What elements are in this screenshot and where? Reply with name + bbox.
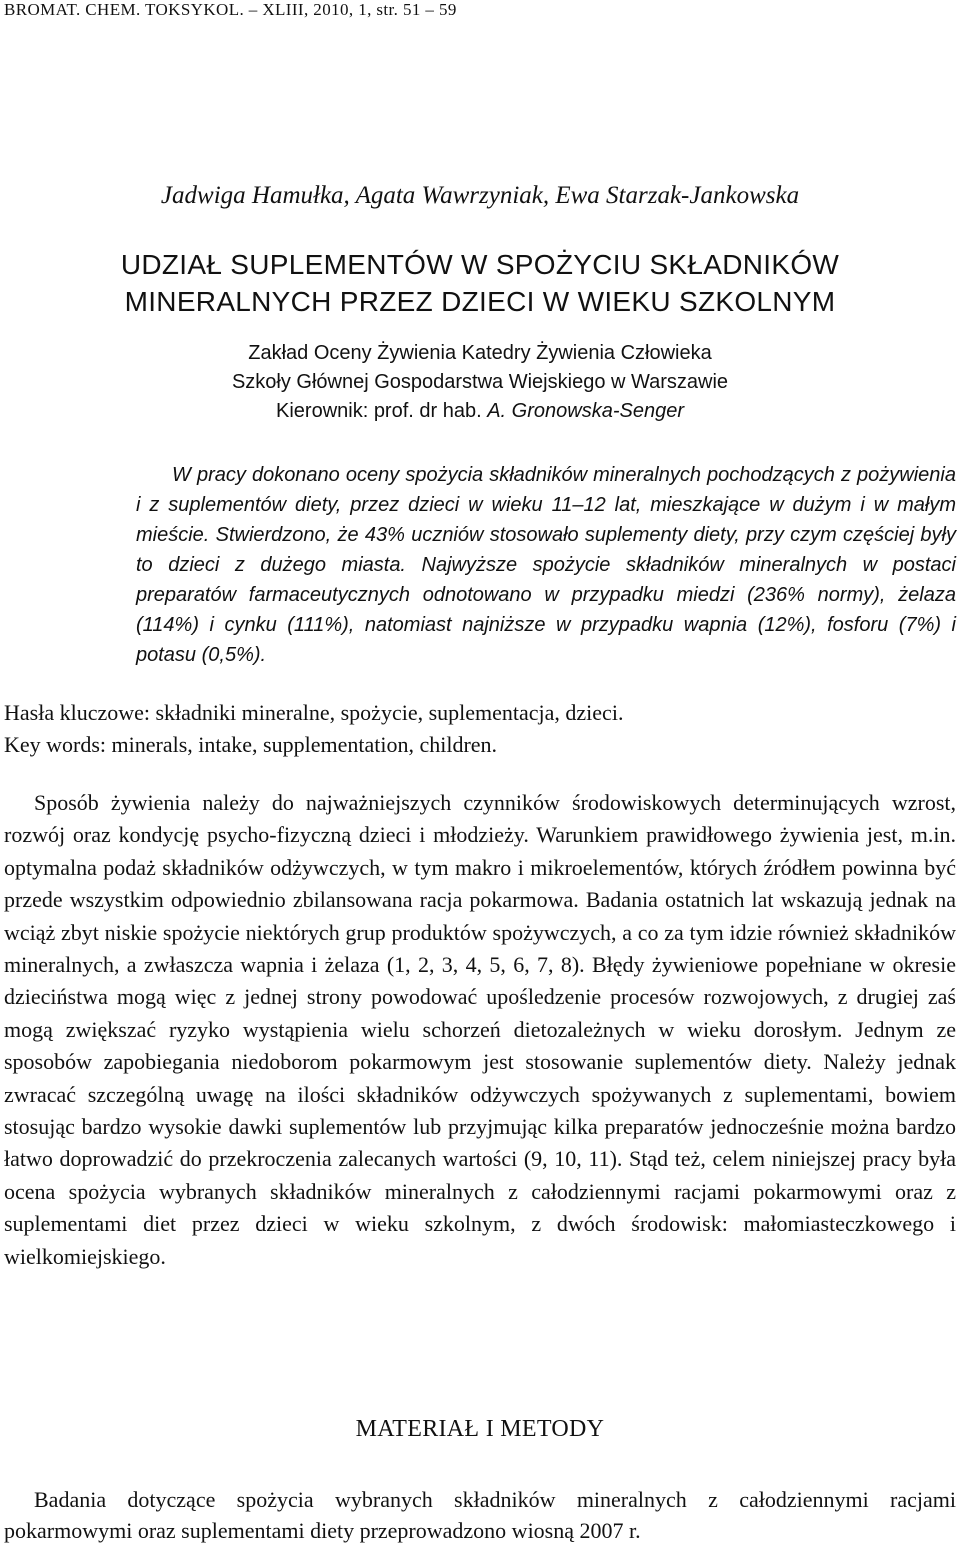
affiliation-line-2: Szkoły Głównej Gospodarstwa Wiejskiego w Warszawie xyxy=(231,371,729,393)
affiliation xyxy=(0,339,960,426)
introduction xyxy=(4,787,956,1273)
methods-paragraph: Badania dotyczące spożycia wybranych składników mineralnych z całodziennymi racjami pokarmowymi oraz suplementami diety przeprowadzono wiosną 2007 r. xyxy=(4,1487,956,1543)
title-line-2: MINERALNYCH PRZEZ DZIECI W WIEKU SZKOLNYM xyxy=(124,286,836,317)
keywords-polish: Hasła kluczowe: składniki mineralne, spożycie, suplementacja, dzieci. xyxy=(4,700,624,725)
department-head xyxy=(0,397,960,426)
abstract-text: W pracy dokonano oceny spożycia składników mineralnych pochodzących z pożywienia i z suplementów diety, przez dzieci w wieku 11–12 lat, mieszkające w dużym i w małym mieście. Stwierdzono, że 43% uczniów stosowało suplementy diety, przy czym częściej były to dzieci z dużego miasta. Najwyższe spożycie składników mineralnych w postaci preparatów farmaceutycznych odnotowano w przypadku miedzi (236% normy), żelaza (114%) i cynku (111%), natomiast najniższe w przypadku wapnia (12%), fosforu (7%) i potasu (0,5%). xyxy=(136,464,956,666)
authors: Jadwiga Hamułka, Agata Wawrzyniak, Ewa Starzak-Jankowska xyxy=(160,182,800,209)
head-prefix: Kierownik: prof. dr hab. xyxy=(276,400,488,422)
keywords-english: Key words: minerals, intake, supplementation, children. xyxy=(4,732,498,757)
keywords xyxy=(4,697,954,761)
affiliation-line-1: Zakład Oceny Żywienia Katedry Żywienia Człowieka xyxy=(248,342,712,364)
head-name: A. Gronowska-Senger xyxy=(487,400,684,422)
journal-header: BROMAT. CHEM. TOKSYKOL. – XLIII, 2010, 1, str. 51 – 59 xyxy=(4,0,457,19)
intro-paragraph: Sposób żywienia należy do najważniejszych czynników środowiskowych determinujących wzrost, rozwój oraz kondycję psycho-fizyczną dzieci i młodzieży. Warunkiem prawidłowego żywienia jest, m.in. optymalna podaż składników odżywczych, w tym makro i mikroelementów, których źródłem powinna być przede wszystkim odpowiednio zbilansowana racja pokarmowa. Badania ostatnich lat wskazują jednak na wciąż zbyt niskie spożycie niektórych grup produktów spożywczych, a co za tym idzie również składników mineralnych, a zwłaszcza wapnia i żelaza (1, 2, 3, 4, 5, 6, 7, 8). Błędy żywieniowe popełniane w okresie dzieciństwa mogą więc z jednej strony powodować upośledzenie procesów rozwojowych, z drugiej zaś mogą zwiększać ryzyko wystąpienia wielu schorzeń dietozależnych w wieku dorosłym. Jednym ze sposobów zapobiegania niedoborom pokarmowym jest stosowanie suplementów diety. Należy jednak zwracać szczególną uwagę na ilości składników odżywczych spożywanych z suplementami, bowiem stosując bardzo wysokie dawki suplementów lub przyjmując kilka preparatów jednocześnie można bardzo łatwo doprowadzić do przekroczenia zalecanych wartości (9, 10, 11). Stąd też, celem niniejszej pracy była ocena spożycia wybranych składników mineralnych z całodziennymi racjami pokarmowymi oraz z suplementami diet przez dzieci w wieku szkolnym, z dwóch środowisk: małomiasteczkowego i wielkomiejskiego. xyxy=(4,790,956,1269)
section-heading: MATERIAŁ I METODY xyxy=(355,1416,605,1442)
methods xyxy=(4,1484,956,1546)
title-line-1: UDZIAŁ SUPLEMENTÓW W SPOŻYCIU SKŁADNIKÓW xyxy=(120,249,840,280)
abstract xyxy=(136,460,956,670)
article-title xyxy=(0,246,960,320)
